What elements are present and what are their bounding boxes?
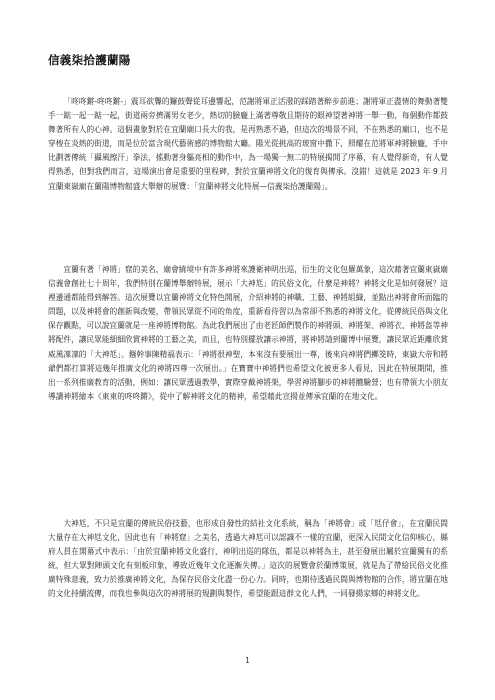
body-paragraph-3 [48, 517, 448, 602]
paragraph-text: 「咚咚鏘-咚咚鏘-」震耳欲聾的鑼鼓聲從耳邊響起，范謝將軍正活潑的踩踏著醉步前進；謝將軍正盡情的舞動著雙手一踮一起一踮一起，街道兩旁擠滿男女老少，熱切的臉龐上滿著尊敬且期待的眼神望著神將一舉一動，每個動作都鼓舞著所有人的心神。這個畫象對於在宜蘭廟口長大的我，是再熟悉不過，但這次的場景不同，不在熟悉的廟口，也不是穿梭在炎熱的街道，而是位於富含現代藝術感的博物館大廳。陽光從挑高的玻窗中撒下，照耀在范將軍神將臉龐，手中比劃著傳統「攝風擦汗」拳法，搖動著身軀亮相的動作中，為一場獨一無二的特展揭開了序幕，有人覺得新奇，有人覺得熟悉，但對我們而言，這場演出會是重要的里程碑，對於宜蘭神將文化的復育與傳承。沒錯！這就是 2023 年 9 月宜蘭東嶽廟在蘭陽博物館盛大舉辦的展覽：「宜蘭神將文化特展—信義柒拾護蘭陽」。 [48, 97, 448, 191]
body-paragraph-1 [48, 95, 448, 194]
paragraph-text: 大神尪，不只是宜蘭的傳統民俗技藝，也形成自發性的結社文化系統，稱為「神將會」或「尪仔會」，在宜蘭民間大量存在大神尪文化，因此也有「神將窟」之美名，透過大神尪可以認識不一樣的宜蘭，更深入民間文化信仰核心，縣府人員在開幕式中表示：「由於宜蘭神將文化盛行，神明出巡的隊伍，都是以神將為主，甚至發展出屬於宜蘭獨有的系統，但大眾對陣頭文化有刻板印象，導致近幾年文化逐漸失傳。」這次的展覽會於蘭博策展，就是為了帶給民俗文化推廣特殊意義，致力於推廣神將文化，為保存民俗文化盡一份心力。同時，也期待透過民間與博物館的合作，將宜蘭在地的文化持續流傳，而我也參與這次的神將展的規劃與製作，希望能跟這群文化人們，一同發揚家鄉的神將文化。 [48, 519, 448, 599]
document-title: 信義柒拾護蘭陽 [48, 53, 131, 67]
page-number: 1 [245, 656, 250, 665]
paragraph-text: 宜蘭有著「神將」窟的美名，廟會繞境中有許多神將來護衛神明出巡，衍生的文化包羅萬象，這次藉著宜蘭東嶽廟信義會創社七十周年，我們特別在蘭博舉辦特展，展示「大神尪」的民俗文化，什麼是神將？神將文化是如何發展？這裡邊通都能得到解答。這次展覽以宜蘭神將文化特色開展，介紹神將的神職、工藝、神將組織，並點出神將會所面臨的問題，以及神將會的創新與改變，帶領民眾從不同的角度，重新看待習以為常卻不熟悉的神將文化，從傳統民俗與文化保存觀點，可以說宜蘭就是一座神將博物館。為此我們展出了由老匠師們製作的神將頭、神將架、神將衣、神將盔等神將配件，讓民眾能細細欣賞神將的工藝之美，而且，也特別擺放讓示神將，將神將請到蘭博中展覽，讓民眾近距離欣賞威風凜凜的「大神尪」。鏹幹事陳精福表示：「神將很神聖，本來沒有要展出一尊，後來向神將們擲筊時，東嶽大帝和將爺們都打算將這幾年推廣文化的神將四尊一次展出。」在寶寶中神將們也希望文化被更多人看見，因此在特展期間，推出一系列推廣教育的活動，例如：讓民眾透過教學，實際穿戴神將架，學習神將腳步的神將體驗營；也有帶領大小朋友導讀神將繪本《東東的咚咚鏘》，從中了解神將文化的精神，希望藉此宣揚並傳承宜蘭的在地文化。 [48, 265, 448, 401]
body-paragraph-2 [48, 263, 448, 404]
